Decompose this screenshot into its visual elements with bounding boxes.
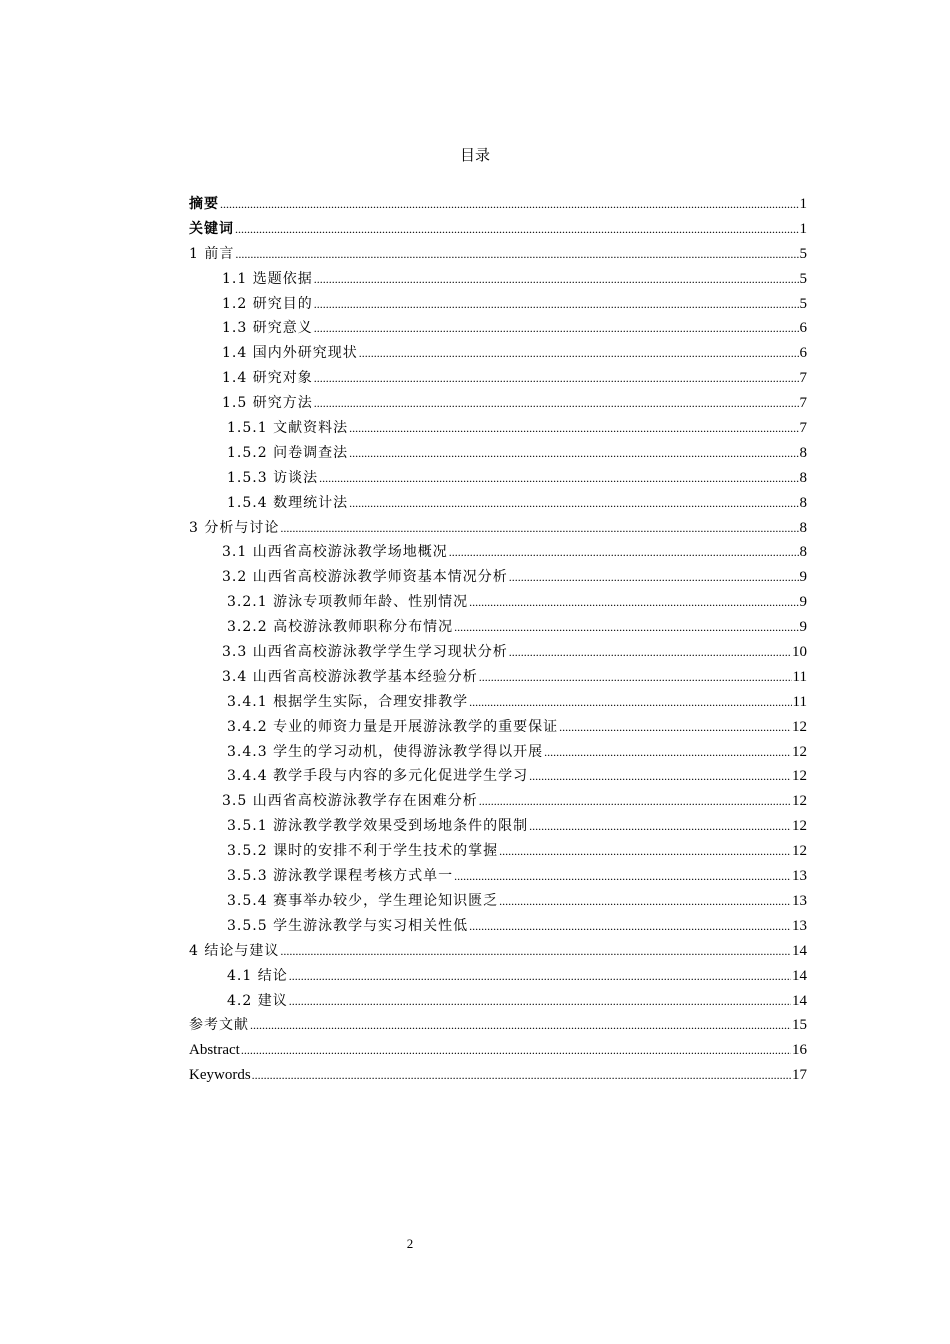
toc-leader-dots (220, 192, 799, 217)
toc-entry[interactable] (189, 690, 807, 715)
toc-entry-page: 13 (792, 868, 807, 885)
toc-entry-label: 3 分析与讨论 (189, 519, 280, 536)
toc-entry[interactable] (189, 715, 807, 740)
toc-entry-page: 8 (799, 469, 807, 486)
toc-entry-label: 1.5.4 数理统计法 (227, 494, 349, 511)
toc-leader-dots (454, 864, 791, 889)
toc-entry-label: Abstract (189, 1042, 240, 1059)
toc-entry-label: 4.2 建议 (227, 992, 288, 1009)
toc-entry[interactable] (189, 590, 807, 615)
toc-entry-label: 1.4 研究对象 (222, 370, 313, 387)
toc-entry-page: 7 (799, 420, 807, 437)
toc-entry[interactable] (189, 764, 807, 789)
toc-entry[interactable] (189, 316, 807, 341)
toc-entry-label: 1.4 国内外研究现状 (222, 345, 358, 362)
toc-leader-dots (499, 839, 791, 864)
toc-leader-dots (359, 341, 799, 366)
toc-entry-label: 3.2.2 高校游泳教师职称分布情况 (227, 619, 454, 636)
toc-entry[interactable] (189, 740, 807, 765)
toc-entry-page: 12 (792, 818, 807, 835)
toc-entry[interactable] (189, 939, 807, 964)
toc-entry[interactable] (189, 864, 807, 889)
toc-leader-dots (544, 740, 791, 765)
toc-entry-page: 8 (799, 494, 807, 511)
toc-leader-dots (314, 366, 799, 391)
toc-leader-dots (469, 590, 798, 615)
toc-leader-dots (349, 491, 798, 516)
toc-entry-page: 5 (799, 270, 807, 287)
toc-leader-dots (289, 989, 791, 1014)
toc-entry[interactable] (189, 267, 807, 292)
toc-entry-page: 12 (792, 843, 807, 860)
toc-entry-label: 关键词 (189, 220, 234, 237)
toc-leader-dots (280, 939, 791, 964)
toc-entry[interactable] (189, 341, 807, 366)
toc-entry[interactable] (189, 217, 807, 242)
toc-entry-label: 3.5.3 游泳教学课程考核方式单一 (227, 868, 454, 885)
toc-entry-page: 9 (799, 619, 807, 636)
toc-title: 目录 (459, 146, 490, 164)
toc-entry[interactable] (189, 1038, 807, 1063)
toc-entry-label: 3.5.2 课时的安排不利于学生技术的掌握 (227, 843, 499, 860)
toc-leader-dots (235, 217, 799, 242)
toc-entry[interactable] (189, 192, 807, 217)
toc-entry-label: 3.1 山西省高校游泳教学场地概况 (222, 544, 448, 561)
toc-entry[interactable] (189, 640, 807, 665)
toc-leader-dots (289, 964, 791, 989)
toc-entry[interactable] (189, 242, 807, 267)
toc-entry[interactable] (189, 1063, 807, 1088)
toc-entry-page: 9 (799, 569, 807, 586)
toc-leader-dots (314, 267, 799, 292)
toc-entry[interactable] (189, 466, 807, 491)
toc-entry[interactable] (189, 565, 807, 590)
toc-entry-page: 11 (792, 668, 807, 685)
toc-leader-dots (280, 516, 798, 541)
toc-entry-label: 1.5.3 访谈法 (227, 469, 319, 486)
toc-entry-label: 1.5.1 文献资料法 (227, 420, 349, 437)
toc-entry-label: 3.5.1 游泳教学教学效果受到场地条件的限制 (227, 818, 529, 835)
toc-entry[interactable] (189, 1013, 807, 1038)
toc-leader-dots (469, 914, 791, 939)
toc-leader-dots (241, 1038, 791, 1063)
toc-entry-page: 12 (792, 793, 807, 810)
toc-entry-page: 12 (792, 743, 807, 760)
toc-leader-dots (454, 615, 798, 640)
toc-entry-label: 1.1 选题依据 (222, 270, 313, 287)
toc-leader-dots (479, 789, 791, 814)
toc-entry-label: 3.2 山西省高校游泳教学师资基本情况分析 (222, 569, 508, 586)
toc-leader-dots (314, 391, 799, 416)
toc-entry[interactable] (189, 889, 807, 914)
toc-entry[interactable] (189, 441, 807, 466)
toc-entry-label: 1.5 研究方法 (222, 395, 313, 412)
toc-entry-label: 3.4.1 根据学生实际，合理安排教学 (227, 693, 469, 710)
toc-entry-label: 1 前言 (189, 245, 235, 262)
page-number: 2 (406, 1236, 414, 1251)
toc-entry-page: 14 (792, 942, 807, 959)
toc-leader-dots (499, 889, 791, 914)
toc-leader-dots (252, 1063, 791, 1088)
table-of-contents (189, 192, 807, 1088)
toc-entry-label: 3.3 山西省高校游泳教学学生学习现状分析 (222, 644, 508, 661)
toc-leader-dots (250, 1013, 791, 1038)
toc-entry-label: 1.3 研究意义 (222, 320, 313, 337)
toc-entry-page: 8 (799, 519, 807, 536)
toc-leader-dots (235, 242, 798, 267)
toc-entry-label: 3.4.4 教学手段与内容的多元化促进学生学习 (227, 768, 529, 785)
toc-leader-dots (319, 466, 798, 491)
toc-entry-label: 摘要 (189, 196, 219, 212)
toc-entry-page: 12 (792, 718, 807, 735)
toc-entry-page: 8 (799, 444, 807, 461)
toc-entry-page: 5 (799, 295, 807, 312)
toc-entry[interactable] (189, 839, 807, 864)
toc-entry-page: 5 (799, 245, 807, 262)
toc-entry-page: 8 (799, 544, 807, 561)
toc-entry-page: 13 (792, 917, 807, 934)
toc-leader-dots (449, 540, 799, 565)
toc-entry-label: 3.2.1 游泳专项教师年龄、性别情况 (227, 594, 469, 611)
toc-entry-label: 3.4.3 学生的学习动机，使得游泳教学得以开展 (227, 743, 544, 760)
toc-entry-label: 3.4 山西省高校游泳教学基本经验分析 (222, 668, 478, 685)
toc-entry-page: 10 (792, 644, 807, 661)
toc-entry[interactable] (189, 789, 807, 814)
toc-entry[interactable] (189, 989, 807, 1014)
toc-entry-page: 6 (799, 345, 807, 362)
toc-leader-dots (349, 441, 798, 466)
toc-entry[interactable] (189, 491, 807, 516)
toc-entry-page: 1 (799, 196, 807, 212)
toc-leader-dots (509, 640, 791, 665)
toc-entry-page: 9 (799, 594, 807, 611)
toc-entry-page: 14 (792, 992, 807, 1009)
toc-entry-label: 3.4.2 专业的师资力量是开展游泳教学的重要保证 (227, 718, 559, 735)
toc-leader-dots (469, 690, 791, 715)
toc-entry[interactable] (189, 292, 807, 317)
toc-entry-label: 1.2 研究目的 (222, 295, 313, 312)
toc-entry-page: 11 (792, 693, 807, 710)
toc-entry-page: 7 (799, 395, 807, 412)
toc-leader-dots (314, 292, 799, 317)
toc-leader-dots (529, 764, 791, 789)
toc-entry[interactable] (189, 516, 807, 541)
toc-entry[interactable] (189, 814, 807, 839)
toc-entry[interactable] (189, 914, 807, 939)
toc-entry-label: 1.5.2 问卷调查法 (227, 444, 349, 461)
toc-entry-label: 3.5.5 学生游泳教学与实习相关性低 (227, 917, 469, 934)
toc-entry-page: 16 (792, 1042, 807, 1059)
toc-leader-dots (314, 316, 799, 341)
toc-leader-dots (529, 814, 791, 839)
toc-entry-page: 12 (792, 768, 807, 785)
toc-entry-page: 13 (792, 892, 807, 909)
toc-entry[interactable] (189, 416, 807, 441)
toc-entry-label: 参考文献 (189, 1017, 249, 1034)
toc-entry[interactable] (189, 366, 807, 391)
toc-entry-page: 6 (799, 320, 807, 337)
toc-leader-dots (509, 565, 799, 590)
toc-entry-page: 1 (799, 220, 807, 237)
toc-entry-page: 17 (792, 1067, 807, 1084)
toc-entry[interactable] (189, 540, 807, 565)
toc-entry-label: Keywords (189, 1067, 251, 1084)
toc-leader-dots (559, 715, 791, 740)
toc-leader-dots (349, 416, 798, 441)
toc-entry[interactable] (189, 964, 807, 989)
toc-entry-page: 15 (792, 1017, 807, 1034)
toc-entry-page: 7 (799, 370, 807, 387)
toc-entry[interactable] (189, 665, 807, 690)
toc-entry[interactable] (189, 391, 807, 416)
toc-leader-dots (479, 665, 792, 690)
toc-entry-page: 14 (792, 967, 807, 984)
toc-entry[interactable] (189, 615, 807, 640)
toc-entry-label: 3.5.4 赛事举办较少，学生理论知识匮乏 (227, 892, 499, 909)
toc-entry-label: 4.1 结论 (227, 967, 288, 984)
toc-entry-label: 4 结论与建议 (189, 942, 280, 959)
toc-entry-label: 3.5 山西省高校游泳教学存在困难分析 (222, 793, 478, 810)
